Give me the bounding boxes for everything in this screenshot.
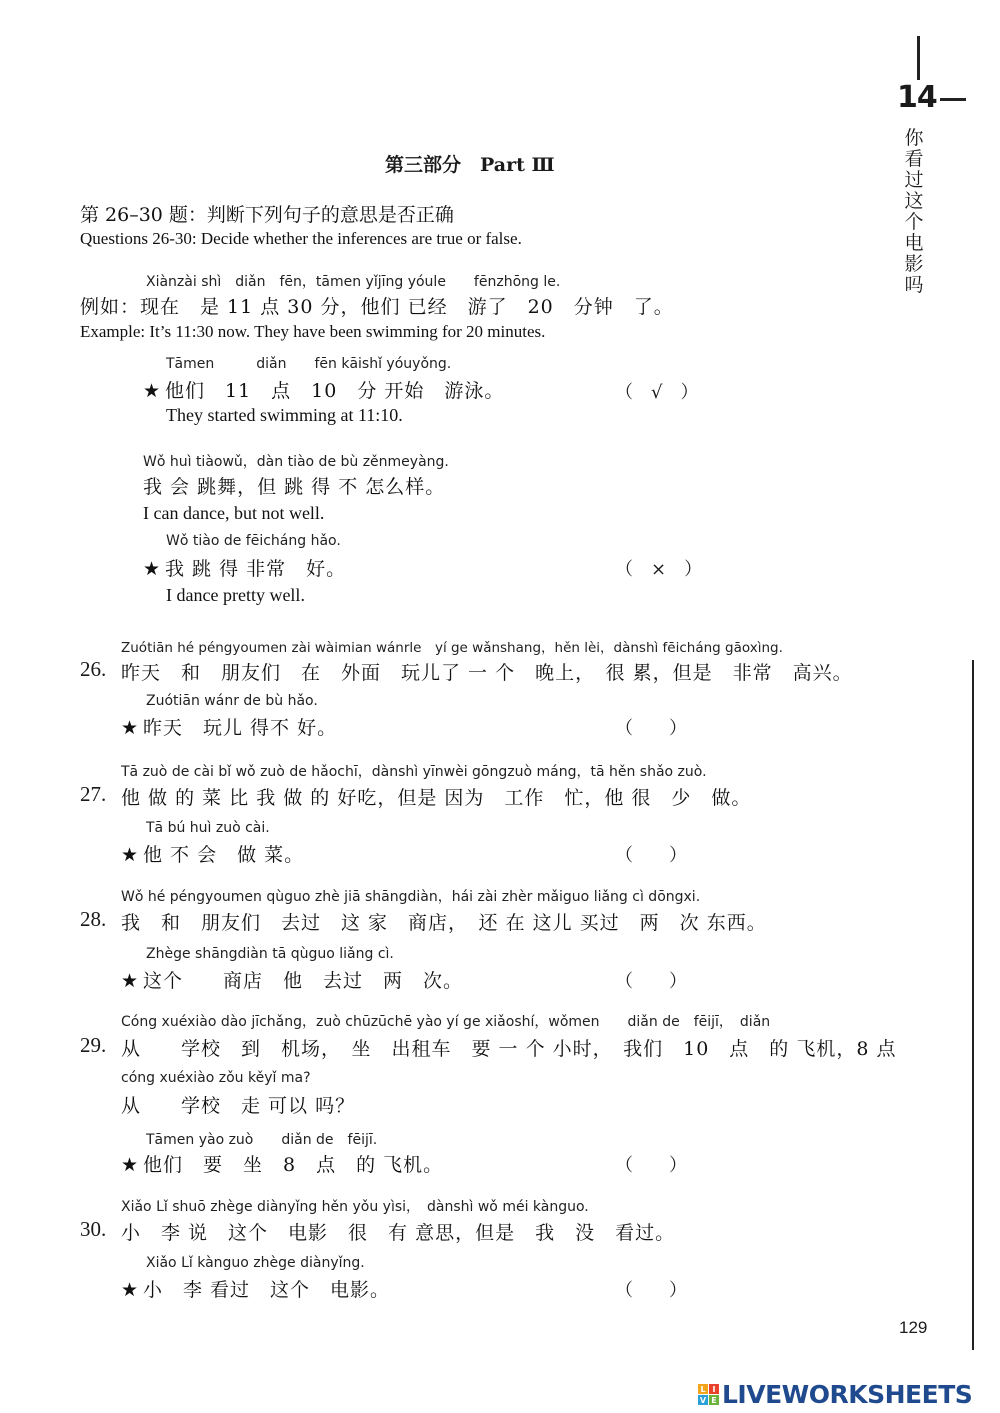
star-icon: ★: [121, 1154, 140, 1176]
q28-answer-box[interactable]: （ ）: [615, 971, 687, 992]
logo-letter-tile: I: [709, 1384, 719, 1394]
example2-statement: [143, 554, 346, 581]
q30-pinyin: Xiǎo Lǐ shuō zhège diànyǐng hěn yǒu yìsi， dànshì wǒ méi kànguo.: [121, 1199, 589, 1215]
example-label: 例如：: [80, 296, 141, 318]
chapter-number: 14: [897, 80, 937, 115]
q29-statement-pinyin: Tāmen yào zuò diǎn de fēijī.: [146, 1132, 378, 1148]
q30-statement: [121, 1275, 390, 1302]
q29-pinyin-line2: cóng xuéxiào zǒu kěyǐ ma?: [121, 1070, 311, 1086]
star-icon: ★: [121, 844, 140, 866]
q28-number: 28.: [80, 907, 107, 931]
example-en: Example: It’s 11:30 now. They have been swimming for 20 minutes.: [80, 322, 546, 341]
example-cn: 现在 是 11 点 30 分，他们 已经 游了 20 分钟 了。: [140, 296, 674, 318]
q26-answer-box[interactable]: （ ）: [615, 718, 687, 739]
q28-statement-cn: 这个 商店 他 去过 两 次。: [143, 970, 464, 992]
example-statement: [143, 376, 504, 403]
example-pinyin: Xiànzài shì diǎn fēn，tāmen yǐjīng yóule fēnzhōng le.: [146, 274, 561, 290]
example2-statement-cn: 我 跳 得 非常 好。: [165, 558, 347, 580]
star-icon: ★: [121, 717, 140, 739]
q29-statement-cn: 他们 要 坐 8 点 的 飞机。: [143, 1154, 444, 1176]
example2-cn: 我 会 跳舞，但 跳 得 不 怎么样。: [143, 476, 446, 498]
q26-statement-cn: 昨天 玩儿 得不 好。: [143, 717, 338, 739]
liveworksheets-watermark: [698, 1380, 972, 1409]
section-title: 第三部分 Part Ⅲ: [385, 154, 555, 176]
star-icon: ★: [121, 970, 140, 992]
q26-statement: [121, 713, 337, 740]
example-sentence: [80, 292, 674, 319]
logo-letter-tile: V: [699, 1395, 707, 1405]
chapter-title: [903, 128, 925, 296]
chapter-title-char: 个: [904, 211, 924, 233]
example2-answer: （ × ）: [615, 559, 703, 580]
page-edge-rule: [972, 660, 974, 1350]
chapter-dash: [940, 98, 966, 101]
example2-en: I can dance, but not well.: [143, 503, 325, 523]
chapter-top-rule: [917, 36, 920, 80]
q27-statement: [121, 840, 304, 867]
q28-pinyin: Wǒ hé péngyoumen qùguo zhè jiā shāngdiàn，hái zài zhèr mǎiguo liǎng cì dōngxi.: [121, 889, 701, 905]
q29-cn: 从 学校 到 机场， 坐 出租车 要 一 个 小时， 我们 10 点 的 飞机，8 点: [121, 1038, 897, 1060]
chapter-title-char: 这: [904, 190, 924, 212]
instruction-cn: 第 26–30 题：判断下列句子的意思是否正确: [80, 204, 454, 226]
q28-statement: [121, 966, 463, 993]
chapter-title-char: 电: [904, 232, 924, 254]
liveworksheets-logo-icon: [698, 1384, 719, 1405]
q27-statement-pinyin: Tā bú huì zuò cài.: [146, 820, 270, 836]
chapter-title-char: 吗: [904, 274, 924, 296]
q28-cn: 我 和 朋友们 去过 这 家 商店， 还 在 这儿 买过 两 次 东西。: [121, 912, 767, 934]
example-statement-cn: 他们 11 点 10 分 开始 游泳。: [165, 380, 505, 402]
q26-cn: 昨天 和 朋友们 在 外面 玩儿了 一 个 晚上， 很 累，但是 非常 高兴。: [121, 662, 853, 684]
q26-pinyin: Zuótiān hé péngyoumen zài wàimian wánrle yí ge wǎnshang，hěn lèi，dànshì fēicháng gāoxìng.: [121, 640, 783, 656]
example2-statement-en: I dance pretty well.: [166, 585, 305, 605]
page-number: 129: [899, 1318, 928, 1337]
star-icon: ★: [143, 380, 162, 402]
example-answer: （ √ ）: [615, 382, 699, 403]
star-icon: ★: [143, 558, 162, 580]
chapter-title-char: 影: [904, 253, 924, 275]
q30-cn: 小 李 说 这个 电影 很 有 意思，但是 我 没 看过。: [121, 1222, 676, 1244]
q30-statement-cn: 小 李 看过 这个 电影。: [143, 1279, 391, 1301]
star-icon: ★: [121, 1279, 140, 1301]
q26-number: 26.: [80, 657, 107, 681]
liveworksheets-text: LIVEWORKSHEETS: [722, 1380, 973, 1409]
chapter-title-char: 看: [904, 148, 924, 170]
example-statement-pinyin: Tāmen diǎn fēn kāishǐ yóuyǒng.: [166, 356, 452, 372]
q27-number: 27.: [80, 782, 107, 806]
q30-statement-pinyin: Xiǎo Lǐ kànguo zhège diànyǐng.: [146, 1255, 365, 1271]
q29-pinyin: Cóng xuéxiào dào jīchǎng，zuò chūzūchē yào yí ge xiǎoshí，wǒmen diǎn de fēijī， diǎn: [121, 1014, 771, 1030]
q27-answer-box[interactable]: （ ）: [615, 845, 687, 866]
q29-number: 29.: [80, 1033, 107, 1057]
instruction-en: Questions 26-30: Decide whether the inferences are true or false.: [80, 229, 522, 248]
q26-statement-pinyin: Zuótiān wánr de bù hǎo.: [146, 693, 318, 709]
q30-answer-box[interactable]: （ ）: [615, 1280, 687, 1301]
example-statement-en: They started swimming at 11:10.: [166, 405, 403, 425]
logo-letter-tile: L: [698, 1384, 708, 1394]
q27-statement-cn: 他 不 会 做 菜。: [143, 844, 305, 866]
q28-statement-pinyin: Zhège shāngdiàn tā qùguo liǎng cì.: [146, 946, 394, 962]
q29-answer-box[interactable]: （ ）: [615, 1155, 687, 1176]
logo-letter-tile: E: [709, 1395, 719, 1405]
chapter-title-char: 你: [904, 127, 924, 149]
example2-statement-pinyin: Wǒ tiào de fēicháng hǎo.: [166, 533, 341, 549]
q29-statement: [121, 1150, 443, 1177]
q27-cn: 他 做 的 菜 比 我 做 的 好吃，但是 因为 工作 忙，他 很 少 做。: [121, 787, 752, 809]
q29-cn-line2: 从 学校 走 可以 吗？: [121, 1095, 356, 1117]
q27-pinyin: Tā zuò de cài bǐ wǒ zuò de hǎochī，dànshì yīnwèi gōngzuò máng，tā hěn shǎo zuò.: [121, 764, 707, 780]
q30-number: 30.: [80, 1217, 107, 1241]
chapter-title-char: 过: [904, 169, 924, 191]
example2-pinyin: Wǒ huì tiàowǔ，dàn tiào de bù zěnmeyàng.: [143, 454, 449, 470]
